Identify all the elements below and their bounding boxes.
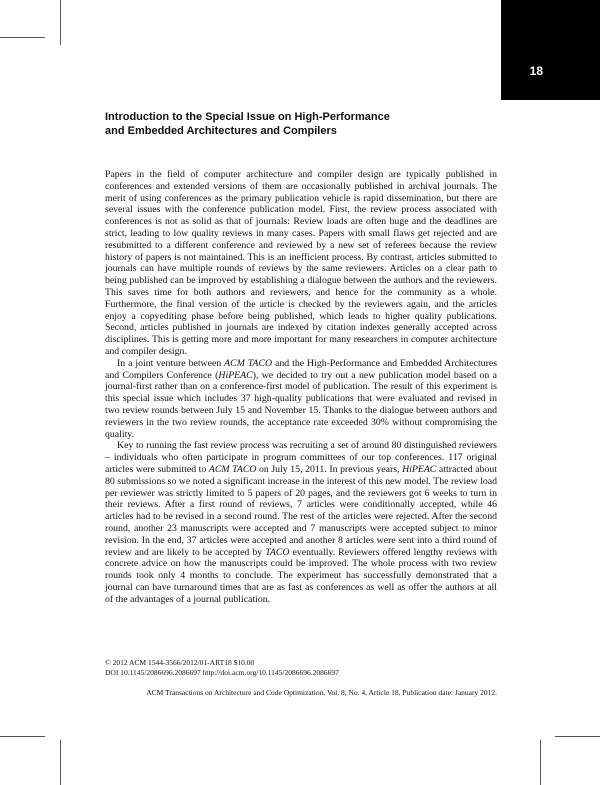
conference-name: HiPEAC [402,463,437,475]
journal-info-line: ACM Transactions on Architecture and Code Optimization, Vol. 8, No. 4, Article 18, Publication date: January 2012. [146,688,497,697]
text-run: and the High-Performance and Embedded Architectures and Compilers Conference ( [105,357,498,381]
crop-mark [0,736,45,737]
journal-name: TACO [265,546,290,558]
copyright-line: © 2012 ACM 1544-3566/2012/01-ART18 $10.00 [105,658,255,667]
text-run: eventually. Reviewers offered lengthy reviews with concrete advice on how the manuscripts could be improved. The whole process with two review rounds took only 4 months to conclude. The experiment has successfully demonstrated that a journal can have turnaround times that are as fast as conferences as well as offer the authors at all of the advantages of a journal publication. [105,546,497,605]
paragraph [105,358,497,441]
paragraph [105,440,497,605]
crop-mark [60,740,61,785]
text-run: Papers in the field of computer architecture and compiler design are typically published in conferences and extended versions of them are occasionally published in archival journals. The merit of using conferences as the primary publication vehicle is rapid dissemination, but there are several issues with the conference publication model. First, the review process associated with conferences is not as solid as that of journals: Review loads are often huge and the deadlines are strict, leading to low quality reviews in many cases. Papers with small flaws get rejected and are resubmitted to a different conference and reviewed by a new set of referees because the review history of papers is not maintained. This is an inefficient process. By contrast, articles submitted to journals can have multiple rounds of reviews by the same reviewers. Articles on a clear path to being published can be improved by establishing a dialogue between the authors and the reviewers. This saves time for both authors and reviewers, and hence for the community as a whole. Furthermore, the final version of the article is checked by the reviewers again, and the articles enjoy a copyediting phase before being published, which leads to higher quality publications. Second, articles published in journals are indexed by citation indexes generally accepted across disciplines. This is getting more and more important for many researchers in computer architecture and compiler design. [105,169,497,357]
article-title [105,110,505,138]
text-run: on July 15, 2011. In previous years, [256,463,403,475]
doi-line: DOI 10.1145/2086696.2086697 http://doi.acm.org/10.1145/2086696.2086697 [105,667,339,677]
conference-name: HiPEAC [218,369,253,381]
page-number-tab [501,0,600,100]
title-line: and Embedded Architectures and Compilers [105,125,337,137]
crop-mark [555,736,600,737]
journal-name: ACM TACO [224,357,273,369]
crop-mark [540,740,541,785]
text-run: In a joint venture between [117,357,225,369]
text-run: ), we decided to try out a new publication model based on a journal-first rather than on a conference-first model of publication. The result of this experiment is this special issue which includes 37 high-quality publications that were evaluated and revised in two review rounds between July 15 and November 15. Thanks to the dialogue between authors and reviewers in the two review rounds, the acceptance rate exceeded 30% without compromising the quality. [105,369,497,440]
text-run: attracted about 80 submissions so we noted a significant increase in the interest of this new model. The review load per reviewer was strictly limited to 5 papers of 20 pages, and the reviewers got 6 weeks to turn in their reviews. After a first round of reviews, 7 articles were conditionally accepted, while 46 articles had to be revised in a second round. The rest of the articles were rejected. After the second round, another 23 manuscripts were accepted and 7 manuscripts were accepted subject to minor revision. In the end, 37 articles were accepted and another 8 articles were sent into a third round of review and are likely to be accepted by [105,463,497,558]
article-body [105,169,497,605]
paragraph [105,169,497,358]
page-number: 18 [529,64,543,78]
journal-name: ACM TACO [208,463,257,475]
crop-mark [60,0,61,45]
crop-mark [0,37,45,38]
text-run: Key to running the fast review process was recruiting a set of around 80 distinguished reviewers – individuals who often participate in program committees of our top conferences. 117 original articles were submitted to [105,440,497,475]
copyright-footer [105,658,497,677]
title-line: Introduction to the Special Issue on High-Performance [105,111,390,123]
